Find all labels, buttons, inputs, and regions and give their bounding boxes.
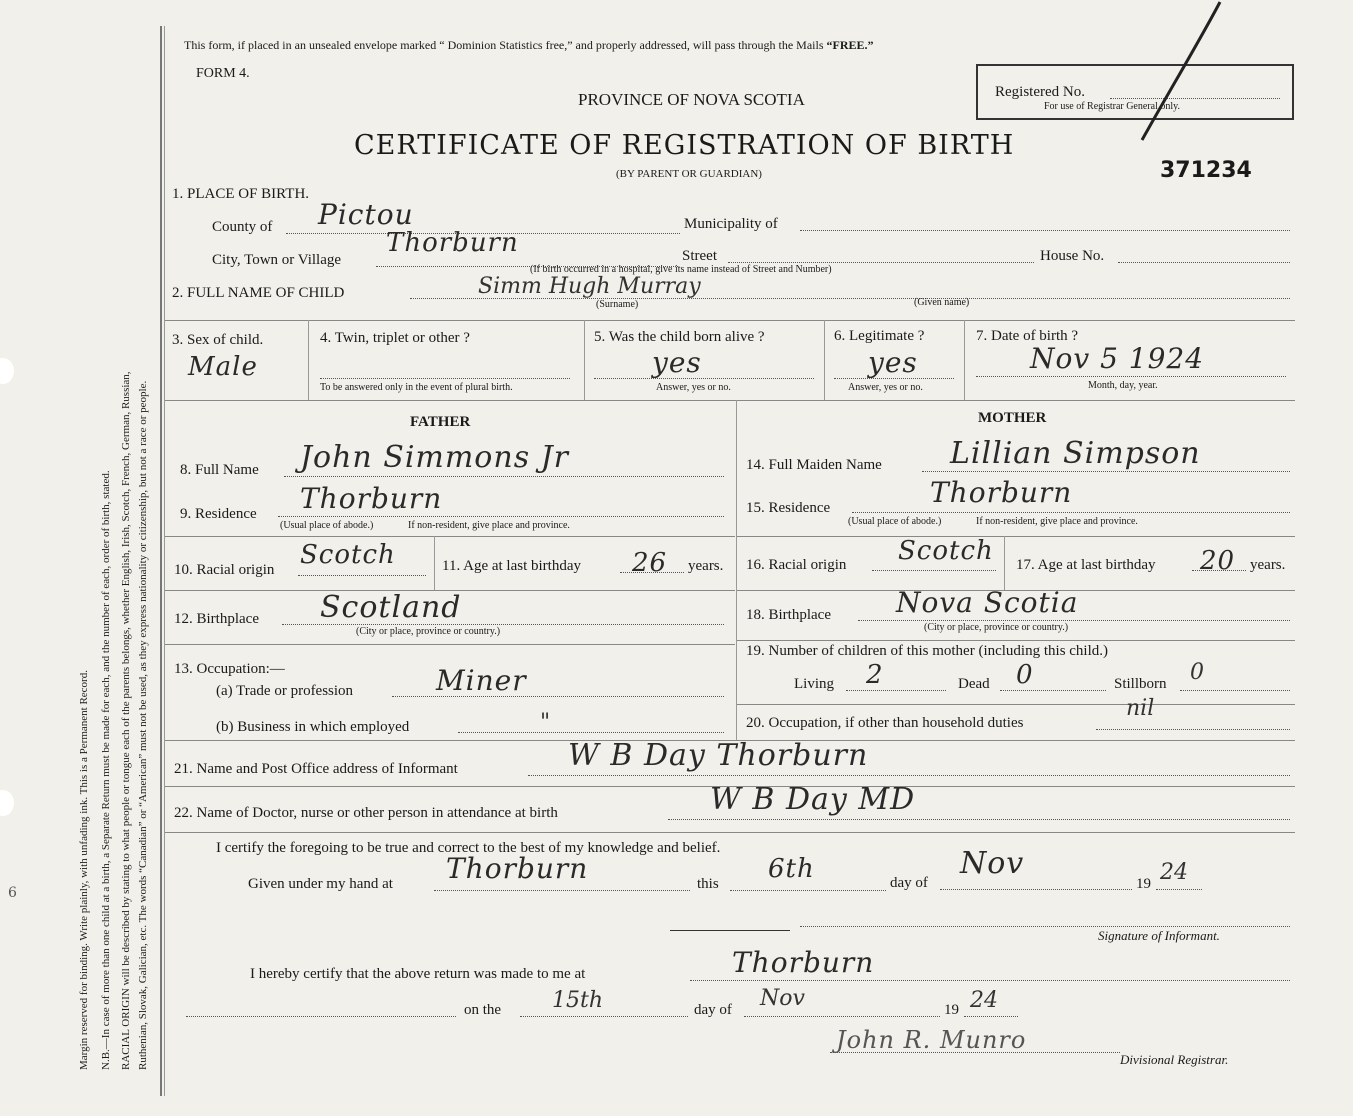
given-under-label: Given under my hand at <box>248 876 393 892</box>
mother-racial-line <box>872 570 996 571</box>
father-name-line <box>284 476 724 477</box>
dob-value: Nov 5 1924 <box>1030 342 1205 375</box>
registrar-day-of: day of <box>694 1002 732 1018</box>
registrar-day-value: 15th <box>552 988 604 1013</box>
alive-value: yes <box>652 346 702 379</box>
registrar-statement: I hereby certify that the above return was made to me at <box>250 966 586 982</box>
certify-year-prefix: 19 <box>1136 876 1151 892</box>
mother-row-line-3 <box>737 640 1295 641</box>
mother-living-value: 2 <box>866 660 884 690</box>
certify-month-value: Nov <box>960 846 1025 881</box>
registrar-title: Divisional Registrar. <box>1120 1052 1229 1067</box>
form-number: FORM 4. <box>196 66 250 81</box>
registrar-year-prefix: 19 <box>944 1002 959 1018</box>
mother-name-line <box>922 471 1290 472</box>
col-divider-4 <box>964 320 965 400</box>
house-line <box>1118 262 1290 263</box>
mother-dead-value: 0 <box>1016 660 1034 690</box>
doctor-value: W B Day MD <box>710 782 916 817</box>
father-age-label: 11. Age at last birthday <box>442 558 581 574</box>
hospital-note: (If birth occurred in a hospital, give its name instead of Street and Number) <box>530 264 832 275</box>
mother-stillborn-value: 0 <box>1190 660 1204 685</box>
mail-note-free: “FREE.” <box>826 38 874 52</box>
margin-note-4: Ruthenian, Slovak, Galician, etc. The words “Canadian” or “American” must not be used, as they express nationality or citizenship, but not a race or people. <box>137 380 149 1070</box>
legitimate-note: Answer, yes or no. <box>848 382 923 393</box>
registrar-signature: John R. Munro <box>836 1026 1027 1054</box>
county-label: County of <box>212 219 273 235</box>
alive-line <box>594 378 814 379</box>
col-divider-3 <box>824 320 825 400</box>
father-racial-line <box>298 575 426 576</box>
certify-month-line <box>940 889 1132 890</box>
mother-racial-divider <box>1004 536 1005 590</box>
col-divider-2 <box>584 320 585 400</box>
sex-value: Male <box>188 352 258 382</box>
father-residence-note-a: (Usual place of abode.) <box>280 520 374 531</box>
mother-residence-line <box>852 512 1290 513</box>
certify-day-value: 6th <box>768 854 815 884</box>
father-age-value: 26 <box>632 548 668 578</box>
margin-note-2: N.B.—In case of more than one child at a birth, a Separate Return must be made for each, and the number of each, order of birth, stated. <box>100 470 112 1070</box>
registered-label: Registered No. <box>995 84 1085 100</box>
father-racial-label: 10. Racial origin <box>174 562 275 578</box>
registrar-place-value: Thorburn <box>732 946 875 979</box>
father-birthplace-note: (City or place, province or country.) <box>356 626 501 637</box>
registrar-left-line <box>186 1016 456 1017</box>
this-label: this <box>697 876 719 892</box>
alive-note: Answer, yes or no. <box>656 382 731 393</box>
registrar-year-line <box>964 1016 1018 1017</box>
father-occupation-label: 13. Occupation:— <box>174 661 285 677</box>
municipality-line <box>800 230 1290 231</box>
father-name-label: 8. Full Name <box>180 462 259 478</box>
dob-note: Month, day, year. <box>1088 380 1158 391</box>
house-label: House No. <box>1040 248 1105 264</box>
full-name-value: Simm Hugh Murray <box>478 274 701 299</box>
mail-note <box>184 38 874 53</box>
father-residence-label: 9. Residence <box>180 506 257 522</box>
row-top-border <box>165 320 1295 321</box>
father-business-value: " <box>540 710 551 735</box>
parent-divider <box>736 400 737 740</box>
street-line <box>728 262 1034 263</box>
certify-day-line <box>730 890 886 891</box>
mother-row-line-1 <box>737 536 1295 537</box>
registrar-day-line <box>520 1016 688 1017</box>
father-years: years. <box>688 558 724 574</box>
signature-informant-caption: Signature of Informant. <box>1098 928 1220 943</box>
father-row-line-1 <box>165 536 735 537</box>
twin-line <box>320 378 570 379</box>
sex-label: 3. Sex of child. <box>172 332 264 348</box>
given-place-line <box>434 890 690 891</box>
mother-living-label: Living <box>794 676 834 692</box>
punch-hole-top <box>0 358 14 384</box>
certify-statement: I certify the foregoing to be true and correct to the best of my knowledge and belief. <box>216 840 721 856</box>
certificate-title: CERTIFICATE OF REGISTRATION OF BIRTH <box>354 130 1015 161</box>
mother-residence-note-a: (Usual place of abode.) <box>848 516 942 527</box>
legitimate-line <box>834 378 954 379</box>
father-name-value: John Simmons Jr <box>300 440 569 475</box>
certify-year-line <box>1156 889 1202 890</box>
mail-note-text: This form, if placed in an unsealed envelope marked “ Dominion Statistics free,” and properly addressed, will pass through the Mails <box>184 38 824 52</box>
legitimate-label: 6. Legitimate ? <box>834 328 925 344</box>
mother-stillborn-label: Stillborn <box>1114 676 1167 692</box>
left-border-inner <box>164 26 165 1096</box>
city-label: City, Town or Village <box>212 252 342 268</box>
mother-birthplace-note: (City or place, province or country.) <box>924 622 1069 633</box>
pen-stroke <box>1100 0 1240 150</box>
stamp-number: 371234 <box>1160 158 1252 183</box>
informant-label: 21. Name and Post Office address of Informant <box>174 761 458 777</box>
place-of-birth-label: 1. PLACE OF BIRTH. <box>172 186 310 202</box>
province-title: PROVINCE OF NOVA SCOTIA <box>578 90 805 109</box>
informant-line <box>528 775 1290 776</box>
signature-informant-line <box>670 930 790 931</box>
row-bottom-border <box>165 400 1295 401</box>
mother-residence-label: 15. Residence <box>746 500 831 516</box>
mother-racial-label: 16. Racial origin <box>746 557 847 573</box>
father-business-label: (b) Business in which employed <box>216 719 410 735</box>
father-residence-line <box>278 516 724 517</box>
mother-children-label: 19. Number of children of this mother (including this child.) <box>746 643 1109 659</box>
legitimate-value: yes <box>868 346 918 379</box>
father-business-line <box>458 732 724 733</box>
left-border <box>160 26 162 1096</box>
mother-birthplace-value: Nova Scotia <box>896 586 1079 619</box>
father-birthplace-label: 12. Birthplace <box>174 611 259 627</box>
father-trade-value: Miner <box>436 664 527 697</box>
mother-occupation-line <box>1096 729 1290 730</box>
mother-stillborn-line <box>1180 690 1290 691</box>
father-racial-divider <box>434 536 435 590</box>
punch-hole-bottom <box>0 790 14 816</box>
mother-birthplace-line <box>858 620 1290 621</box>
certify-top-line <box>165 832 1295 833</box>
doctor-line <box>668 819 1290 820</box>
father-heading: FATHER <box>410 414 471 430</box>
registrar-month-value: Nov <box>760 986 805 1011</box>
mother-name-value: Lillian Simpson <box>950 436 1201 471</box>
father-trade-label: (a) Trade or profession <box>216 683 354 699</box>
twin-label: 4. Twin, triplet or other ? <box>320 330 470 346</box>
registered-note: For use of Registrar General only. <box>1044 101 1180 112</box>
doctor-label: 22. Name of Doctor, nurse or other person in attendance at birth <box>174 805 558 821</box>
mother-heading: MOTHER <box>978 410 1047 426</box>
margin-note-1: Margin reserved for binding. Write plainly, with unfading ink. This is a Permanent Record. <box>78 670 90 1070</box>
registrar-on-the: on the <box>464 1002 502 1018</box>
mother-name-label: 14. Full Maiden Name <box>746 457 882 473</box>
mother-years: years. <box>1250 557 1286 573</box>
mother-residence-value: Thorburn <box>930 476 1073 509</box>
margin-note-3: RACIAL ORIGIN will be described by stating to what people or tongue each of the parents belongs, whether English, Irish, Scotch, French, German, Russian, <box>120 371 132 1070</box>
given-name-note: (Given name) <box>914 297 970 308</box>
certify-day-of-label: day of <box>890 875 928 891</box>
dob-line <box>976 376 1286 377</box>
certificate-subtitle: (BY PARENT OR GUARDIAN) <box>616 168 762 180</box>
father-birthplace-value: Scotland <box>320 590 462 625</box>
city-value: Thorburn <box>386 228 519 258</box>
mother-birthplace-label: 18. Birthplace <box>746 607 831 623</box>
dob-label: 7. Date of birth ? <box>976 328 1079 344</box>
mother-occupation-value: nil <box>1126 696 1155 721</box>
father-residence-value: Thorburn <box>300 482 443 515</box>
col-divider-1 <box>308 320 309 400</box>
mother-occupation-label: 20. Occupation, if other than household duties <box>746 715 1024 731</box>
binding-mark: 6 <box>8 885 17 901</box>
registrar-month-line <box>744 1016 940 1017</box>
street-label: Street <box>682 248 717 264</box>
mother-row-line-4 <box>737 704 1295 705</box>
full-name-label: 2. FULL NAME OF CHILD <box>172 285 345 301</box>
informant-value: W B Day Thorburn <box>568 738 869 773</box>
county-value: Pictou <box>318 198 414 231</box>
signature-informant-dots <box>800 926 1290 927</box>
alive-label: 5. Was the child born alive ? <box>594 329 765 345</box>
registrar-place-line <box>690 980 1290 981</box>
municipality-label: Municipality of <box>684 216 778 232</box>
registrar-year-value: 24 <box>970 988 998 1013</box>
father-residence-note-b: If non-resident, give place and province. <box>408 520 570 531</box>
mother-residence-note-b: If non-resident, give place and province. <box>976 516 1138 527</box>
mother-dead-label: Dead <box>958 676 990 692</box>
father-row-line-3 <box>165 644 735 645</box>
mother-age-value: 20 <box>1200 546 1236 576</box>
certify-year-value: 24 <box>1160 860 1188 885</box>
surname-note: (Surname) <box>596 299 639 310</box>
twin-note: To be answered only in the event of plural birth. <box>320 382 513 393</box>
mother-living-line <box>846 690 946 691</box>
registrar-signature-line <box>830 1052 1120 1053</box>
father-racial-value: Scotch <box>300 540 396 570</box>
mother-age-label: 17. Age at last birthday <box>1016 557 1156 573</box>
mother-dead-line <box>1000 690 1106 691</box>
given-place-value: Thorburn <box>446 852 589 885</box>
mother-racial-value: Scotch <box>898 536 994 566</box>
